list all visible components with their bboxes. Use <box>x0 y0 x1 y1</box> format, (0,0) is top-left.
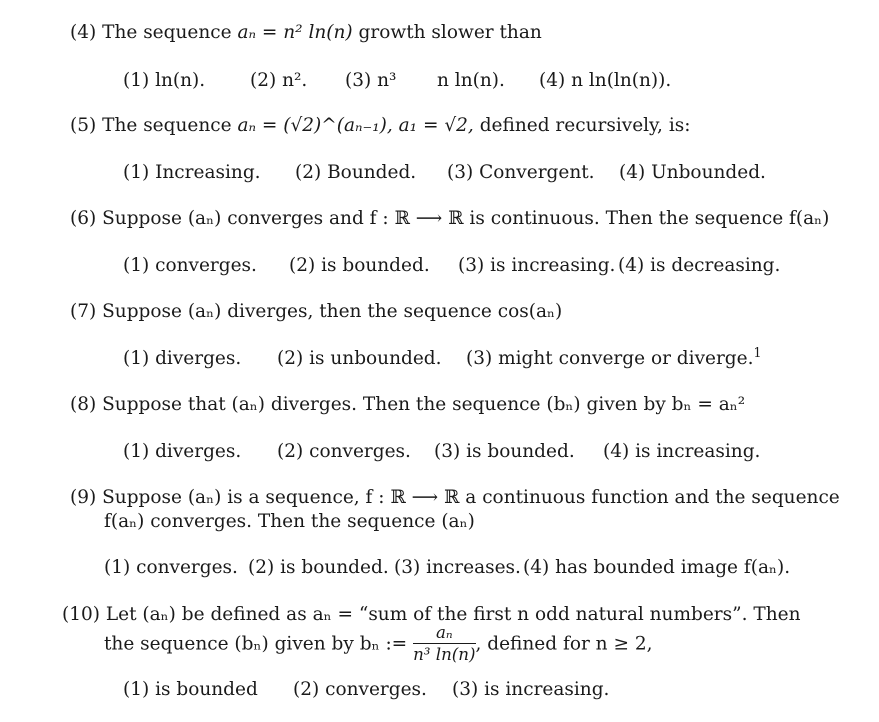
option: (2) Bounded. <box>295 162 417 183</box>
option: (1) converges. <box>104 557 238 578</box>
question-9-line2: f(aₙ) converges. Then the sequence (aₙ) <box>104 511 475 532</box>
option: (2) n². <box>250 70 308 91</box>
fraction <box>413 624 475 665</box>
option: (1) diverges. <box>123 441 242 462</box>
option: (1) is bounded <box>123 679 258 700</box>
option: (2) converges. <box>293 679 427 700</box>
question-number: (5) <box>70 115 97 136</box>
question-stem: Suppose (aₙ) diverges, then the sequence cos(aₙ) <box>102 301 563 322</box>
option <box>466 344 762 369</box>
question-number: (6) <box>70 208 97 229</box>
footnote-mark[interactable]: 1 <box>753 344 762 360</box>
option: (4) is increasing. <box>603 441 761 462</box>
question-stem: the sequence (bₙ) given by bₙ := <box>104 633 408 655</box>
question-10-line2 <box>104 624 653 665</box>
question-5 <box>70 117 690 136</box>
option: (2) converges. <box>277 441 411 462</box>
option: (3) is increasing. <box>452 679 610 700</box>
question-math: aₙ = (√2)^(aₙ₋₁), a₁ = √2, <box>237 115 474 136</box>
option: (3) increases. <box>394 557 521 578</box>
option: (1) Increasing. <box>123 162 261 183</box>
option: (4) has bounded image f(aₙ). <box>523 557 791 578</box>
option: (3) is bounded. <box>434 441 575 462</box>
option: (4) Unbounded. <box>619 162 766 183</box>
option: (3) Convergent. <box>447 162 595 183</box>
question-stem: Suppose (aₙ) is a sequence, f : ℝ ⟶ ℝ a continuous function and the sequence <box>102 487 840 508</box>
question-stem: Let (aₙ) be defined as aₙ = “sum of the first n odd natural numbers”. Then <box>105 604 801 625</box>
question-4 <box>70 24 542 43</box>
question-9 <box>70 489 840 508</box>
fraction-denominator: n³ ln(n) <box>413 645 476 665</box>
question-number: (7) <box>70 301 97 322</box>
question-math: aₙ = n² ln(n) <box>237 22 353 43</box>
question-stem: Suppose that (aₙ) diverges. Then the sequence (bₙ) given by bₙ = aₙ² <box>102 394 746 415</box>
question-stem-tail: , defined for n ≥ 2, <box>475 633 653 655</box>
question-number: (8) <box>70 394 97 415</box>
option: (1) converges. <box>123 255 257 276</box>
question-7 <box>70 303 562 322</box>
option: (4) n ln(ln(n)). <box>539 70 672 91</box>
option: (1) diverges. <box>123 348 242 369</box>
option: (1) ln(n). <box>123 70 206 91</box>
question-stem: Suppose (aₙ) converges and f : ℝ ⟶ ℝ is continuous. Then the sequence f(aₙ) <box>102 208 830 229</box>
question-number: (10) <box>62 604 100 625</box>
question-8 <box>70 396 745 415</box>
option: (2) is unbounded. <box>277 348 442 369</box>
question-10 <box>62 606 800 625</box>
question-stem: The sequence <box>102 22 232 43</box>
option-text: (3) might converge or diverge. <box>466 348 754 369</box>
question-6 <box>70 210 829 229</box>
question-stem-tail: defined recursively, is: <box>479 115 691 136</box>
question-stem-tail: growth slower than <box>358 22 542 43</box>
option: (2) is bounded. <box>289 255 430 276</box>
fraction-numerator: aₙ <box>413 624 475 644</box>
question-number: (4) <box>70 22 97 43</box>
option: (2) is bounded. <box>248 557 389 578</box>
question-number: (9) <box>70 487 97 508</box>
option: (3) is increasing. <box>458 255 616 276</box>
option: n ln(n). <box>437 70 505 91</box>
question-stem: The sequence <box>102 115 232 136</box>
option: (3) n³ <box>345 70 397 91</box>
option: (4) is decreasing. <box>618 255 781 276</box>
